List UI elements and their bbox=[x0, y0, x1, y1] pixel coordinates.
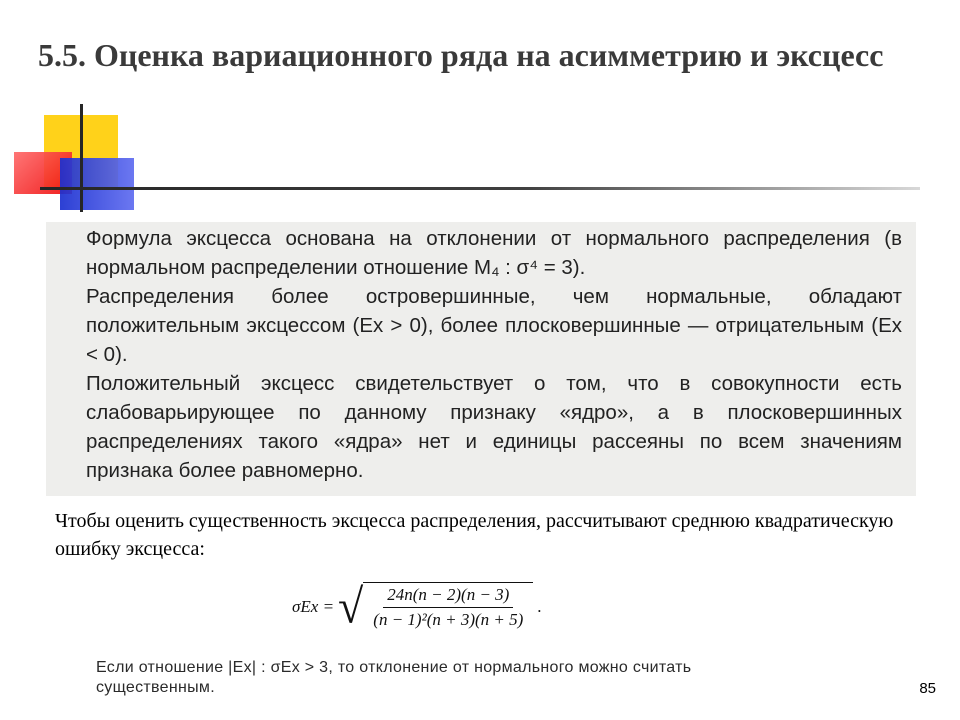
std-error-formula bbox=[292, 579, 542, 635]
slide-title: 5.5. Оценка вариационного ряда на асимметрию и эксцесс bbox=[38, 37, 884, 73]
sqrt-symbol: √ bbox=[338, 579, 364, 634]
body-paragraph: Чтобы оценить существенность эксцесса распределения, рассчитывают среднюю квадратическую ошибку эксцесса: bbox=[55, 510, 894, 560]
formula-denominator: (n − 1)²(n + 3)(n + 5) bbox=[373, 610, 524, 629]
scanned-text-block bbox=[46, 222, 916, 496]
formula-lhs: σEx = bbox=[292, 597, 335, 616]
formula-numerator: 24n(n − 2)(n − 3) bbox=[383, 583, 513, 608]
decor-horizontal-line bbox=[40, 187, 920, 190]
scan-paragraph-excess-formula: Формула эксцесса основана на отклонении от нормального распределения (в нормальном распределении отношение M₄ : σ⁴ = 3). bbox=[86, 227, 902, 279]
scan-paragraph-positive-excess: Положительный эксцесс свидетельствует о том, что в совокупности есть слабоварьирующее по данному признаку «ядро», а в плосковершинных распределениях такого «ядра» нет и единицы рассеяны по всем значениям признака более равномерно. bbox=[86, 372, 902, 482]
formula-fraction bbox=[363, 582, 533, 632]
scan-paragraph-peaked-distributions: Распределения более островершинные, чем нормальные, обладают положительным эксцессом (Ex > 0), более плосковершинные — отрицательным (Ex < 0). bbox=[86, 285, 902, 366]
page-number: 85 bbox=[919, 680, 936, 697]
formula-trailing-dot: . bbox=[537, 597, 542, 616]
significance-note: Если отношение |Ex| : σEx > 3, то отклонение от нормального можно считать существенным. bbox=[96, 659, 692, 696]
decor-blue-square bbox=[60, 158, 134, 210]
decor-vertical-line bbox=[80, 104, 83, 212]
